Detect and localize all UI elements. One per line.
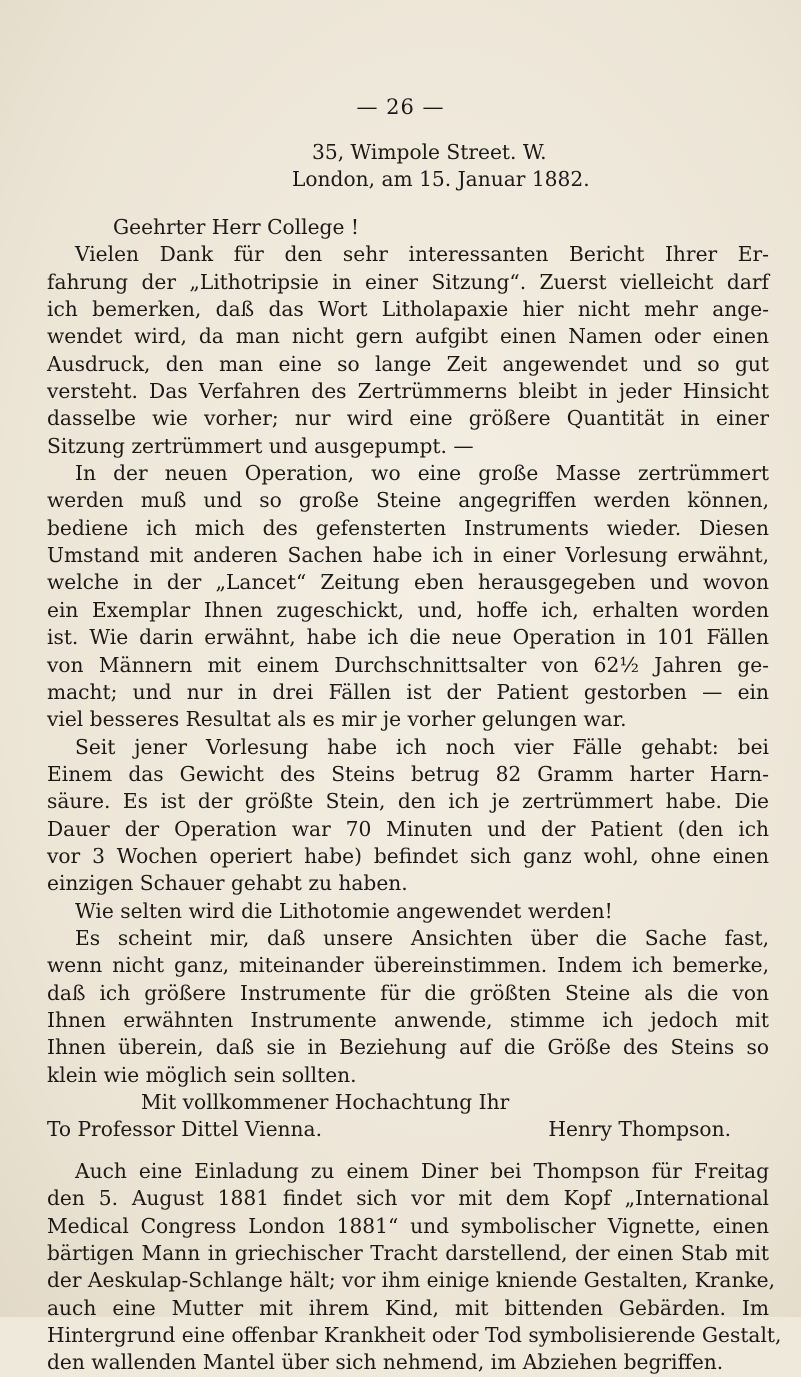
text-line: wenn nicht ganz, miteinander übereinstimmen. Indem ich bemerke, xyxy=(47,953,769,978)
letter-closing: Mit vollkommener Hochachtung Ihr xyxy=(141,1090,510,1114)
text-line: ein Exemplar Ihnen zugeschickt, und, hoffe ich, erhalten worden xyxy=(47,597,769,622)
text-line: daß ich größere Instrumente für die größten Steine als die von xyxy=(47,980,769,1005)
letter-signature: Henry Thompson. xyxy=(548,1117,731,1142)
text-line: Ihnen erwähnten Instrumente anwende, stimme ich jedoch mit xyxy=(47,1007,769,1032)
text-line: klein wie möglich sein sollten. xyxy=(47,1062,357,1087)
text-line: viel besseres Resultat als es mir je vorher gelungen war. xyxy=(47,707,627,732)
letter-address: 35, Wimpole Street. W. xyxy=(312,140,547,164)
text-line: vor 3 Wochen operiert habe) befindet sich ganz wohl, ohne einen xyxy=(47,843,769,868)
text-line: Einem das Gewicht des Steins betrug 82 Gramm harter Harn- xyxy=(47,761,769,786)
text-line: Auch eine Einladung zu einem Diner bei Thompson für Freitag xyxy=(75,1159,769,1183)
text-line: Es scheint mir, daß unsere Ansichten über die Sache fast, xyxy=(75,925,769,950)
text-line: Hintergrund eine offenbar Krankheit oder Tod symbolisierende Gestalt, xyxy=(47,1323,782,1348)
letter-recipient: To Professor Dittel Vienna. xyxy=(47,1117,322,1142)
text-line: Ihnen überein, daß sie in Beziehung auf die Größe des Steins so xyxy=(47,1035,769,1060)
text-line: ich bemerken, daß das Wort Litholapaxie hier nicht mehr ange- xyxy=(47,297,769,322)
text-line: dasselbe wie vorher; nur wird eine größere Quantität in einer xyxy=(47,406,769,431)
text-line: säure. Es ist der größte Stein, den ich je zertrümmert habe. Die xyxy=(47,789,769,814)
text-line: wendet wird, da man nicht gern aufgibt einen Namen oder einen xyxy=(47,324,769,349)
text-line: welche in der „Lancet“ Zeitung eben herausgegeben und wovon xyxy=(47,570,769,595)
signature-line xyxy=(47,1116,769,1143)
text-line: Dauer der Operation war 70 Minuten und der Patient (den ich xyxy=(47,816,769,841)
text-line: ist. Wie darin erwähnt, habe ich die neue Operation in 101 Fällen xyxy=(47,625,769,650)
letter-salutation: Geehrter Herr College ! xyxy=(113,215,359,239)
letter-header xyxy=(47,139,769,194)
text-line: den wallenden Mantel über sich nehmend, im Abziehen begriffen. xyxy=(47,1350,724,1375)
text-line: macht; und nur in drei Fällen ist der Patient gestorben — ein xyxy=(47,679,769,704)
text-line: Sitzung zertrümmert und ausgepumpt. — xyxy=(47,433,474,458)
text-line: Ausdruck, den man eine so lange Zeit angewendet und so gut xyxy=(47,351,769,376)
page-number: — 26 — xyxy=(356,95,445,119)
text-line: Umstand mit anderen Sachen habe ich in einer Vorlesung erwähnt, xyxy=(47,543,769,568)
text-line: bärtigen Mann in griechischer Tracht darstellend, der einen Stab mit xyxy=(47,1241,769,1266)
text-line: In der neuen Operation, wo eine große Masse zertrümmert xyxy=(75,461,769,486)
text-line: fahrung der „Lithotripsie in einer Sitzung“. Zuerst vielleicht darf xyxy=(47,269,769,294)
text-line: auch eine Mutter mit ihrem Kind, mit bittenden Gebärden. Im xyxy=(47,1295,769,1320)
text-line: Vielen Dank für den sehr interessanten Bericht Ihrer Er- xyxy=(75,242,769,267)
text-line: von Männern mit einem Durchschnittsalter von 62½ Jahren ge- xyxy=(47,652,769,677)
text-line: Seit jener Vorlesung habe ich noch vier Fälle gehabt: bei xyxy=(75,734,769,759)
paragraph-after xyxy=(47,1158,782,1377)
text-line: den 5. August 1881 findet sich vor mit dem Kopf „International xyxy=(47,1186,769,1211)
letter-place-date: London, am 15. Januar 1882. xyxy=(292,167,590,192)
text-line: versteht. Das Verfahren des Zertrümmerns bleibt in jeder Hinsicht xyxy=(47,379,769,404)
letter-body xyxy=(47,214,769,1144)
text-line: bediene ich mich des gefensterten Instruments wieder. Diesen xyxy=(47,515,769,540)
text-line: Medical Congress London 1881“ und symbolischer Vignette, einen xyxy=(47,1213,769,1238)
text-line: einzigen Schauer gehabt zu haben. xyxy=(47,871,408,896)
text-line: Wie selten wird die Lithotomie angewendet werden! xyxy=(75,898,613,923)
text-line: werden muß und so große Steine angegriffen werden können, xyxy=(47,488,769,513)
text-line: der Aeskulap-Schlange hält; vor ihm einige kniende Gestalten, Kranke, xyxy=(47,1268,776,1293)
